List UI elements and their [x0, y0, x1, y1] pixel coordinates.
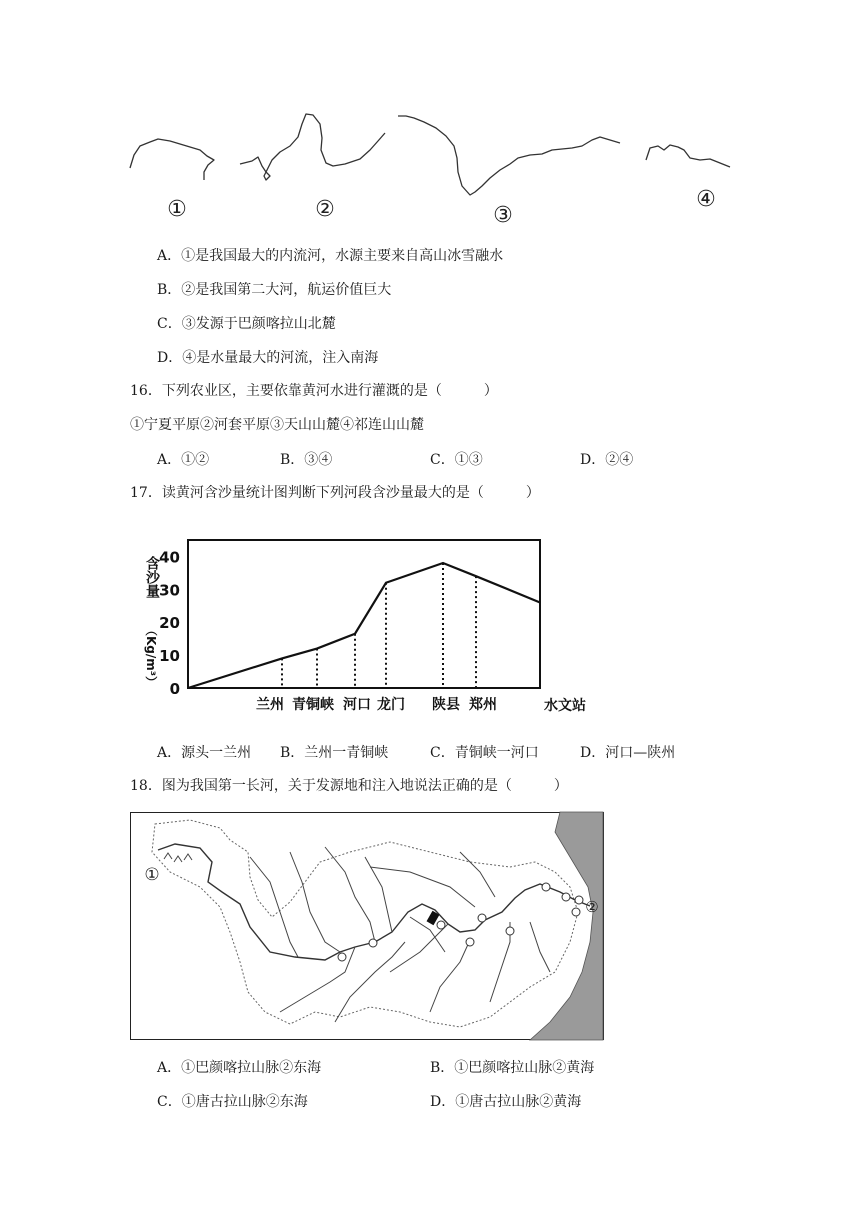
chart-xtick-label-1: 青铜峡 — [292, 697, 334, 713]
yangtze-basin-map — [130, 812, 604, 1040]
q15-option-d: D．④是水量最大的河流，注入南海 — [157, 350, 379, 366]
q16-option-c: C．①③ — [430, 452, 483, 468]
chart-ytick-label-4: 40 — [159, 548, 180, 567]
map-label-mouth: ② — [585, 898, 599, 916]
q18-option-d: D．①唐古拉山脉②黄海 — [430, 1094, 582, 1110]
q18-stem: 18．图为我国第一长河，关于发源地和注入地说法正确的是（ ） — [130, 778, 568, 794]
river-label-4: ④ — [696, 187, 716, 212]
chart-series-line — [188, 563, 540, 688]
chart-ytick-label-1: 10 — [159, 647, 180, 666]
q17-stem: 17．读黄河含沙量统计图判断下列河段含沙量最大的是（ ） — [130, 485, 540, 501]
q16-stem: 16．下列农业区，主要依靠黄河水进行灌溉的是（ ） — [130, 383, 498, 399]
chart-xlabel: 水文站 — [544, 698, 586, 714]
chart-xtick-label-0: 兰州 — [256, 697, 284, 713]
q15-option-a: A．①是我国最大的内流河，水源主要来自高山冰雪融水 — [157, 248, 504, 264]
chart-ylabel-unit: （Kg/m³） — [144, 624, 158, 689]
sediment-chart — [0, 520, 860, 740]
chart-ylabel-top: 含沙量 — [144, 556, 160, 598]
river-sketch-4 — [646, 145, 730, 167]
map-frame — [131, 813, 604, 1040]
q15-option-b: B．②是我国第二大河，航运价值巨大 — [157, 282, 392, 298]
chart-plot-frame — [188, 540, 540, 688]
q18-option-a: A．①巴颜喀拉山脉②东海 — [157, 1060, 322, 1076]
chart-xtick-label-2: 河口 — [343, 697, 371, 713]
q17-option-a: A．源头一兰州 — [157, 745, 252, 761]
river-label-2: ② — [315, 197, 335, 222]
river-label-1: ① — [167, 197, 187, 222]
q17-option-d: D．河口—陕州 — [580, 745, 676, 761]
river-label-3: ③ — [493, 203, 513, 228]
chart-xtick-label-3: 龙门 — [377, 697, 405, 713]
river-sketch-3 — [398, 116, 620, 195]
q16-option-d: D．②④ — [580, 452, 634, 468]
chart-ytick-label-0: 0 — [169, 680, 180, 698]
river-sketch-1 — [130, 139, 214, 180]
q16-option-a: A．①② — [157, 452, 210, 468]
q16-items: ①宁夏平原②河套平原③天山山麓④祁连山山麓 — [130, 417, 424, 433]
q16-option-b: B．③④ — [280, 452, 333, 468]
q18-option-c: C．①唐古拉山脉②东海 — [157, 1094, 308, 1110]
map-label-source: ① — [144, 865, 160, 885]
chart-xtick-label-5: 郑州 — [469, 697, 497, 713]
chart-xtick-label-4: 陕县 — [432, 697, 460, 713]
chart-ytick-label-2: 20 — [159, 614, 180, 633]
chart-ytick-label-3: 30 — [159, 581, 180, 600]
q15-option-c: C．③发源于巴颜喀拉山北麓 — [157, 316, 336, 332]
river-sketch-2 — [240, 114, 385, 180]
q18-option-b: B．①巴颜喀拉山脉②黄海 — [430, 1060, 595, 1076]
river-sketches — [0, 0, 860, 240]
q17-option-b: B．兰州一青铜峡 — [280, 745, 389, 761]
q17-option-c: C．青铜峡一河口 — [430, 745, 539, 761]
